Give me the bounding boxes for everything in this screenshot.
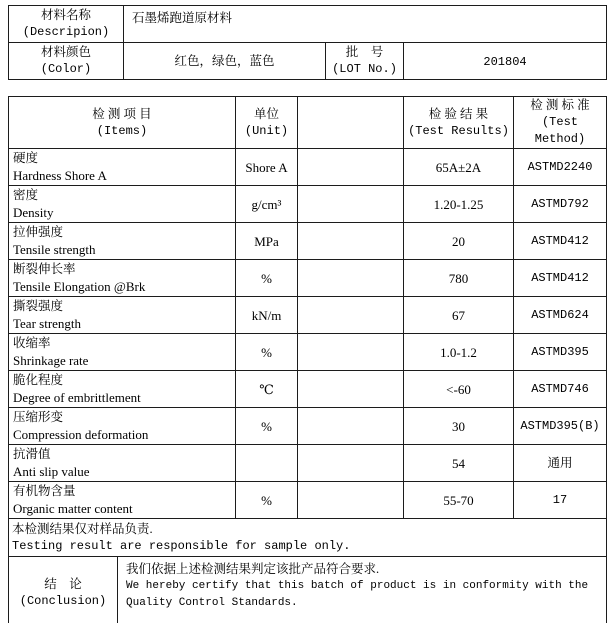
unit-cell: % bbox=[236, 260, 298, 297]
conclusion-text-zh: 我们依据上述检测结果判定该批产品符合要求. bbox=[126, 562, 380, 576]
material-name-value: 石墨烯跑道原材料 bbox=[124, 6, 607, 43]
unit-cell: % bbox=[236, 334, 298, 371]
result-cell: 20 bbox=[404, 223, 514, 260]
item-cell bbox=[9, 408, 236, 445]
test-row-density bbox=[9, 186, 607, 223]
item-name-zh: 有机物含量 bbox=[13, 484, 76, 498]
result-cell: 1.0-1.2 bbox=[404, 334, 514, 371]
method-cell: ASTMD395(B) bbox=[514, 408, 607, 445]
item-name-zh: 拉伸强度 bbox=[13, 225, 64, 239]
item-cell bbox=[9, 334, 236, 371]
conclusion-label-zh: 结 论 bbox=[44, 577, 82, 591]
item-name-zh: 压缩形变 bbox=[13, 410, 64, 424]
unit-cell: kN/m bbox=[236, 297, 298, 334]
item-name-en: Degree of embrittlement bbox=[13, 390, 141, 405]
item-cell bbox=[9, 482, 236, 519]
method-cell: ASTMD746 bbox=[514, 371, 607, 408]
test-results-header: 检 验 结 果 (Test Results) bbox=[404, 97, 514, 149]
method-cell: ASTMD2240 bbox=[514, 149, 607, 186]
test-row-tear-strength bbox=[9, 297, 607, 334]
conclusion-label bbox=[9, 557, 118, 623]
conclusion-row bbox=[9, 557, 607, 623]
item-cell bbox=[9, 371, 236, 408]
result-cell: 1.20-1.25 bbox=[404, 186, 514, 223]
unit-cell: % bbox=[236, 408, 298, 445]
test-results-table bbox=[8, 96, 607, 623]
unit-cell: ℃ bbox=[236, 371, 298, 408]
blank-cell bbox=[298, 297, 404, 334]
material-color-value: 红色，绿色，蓝色 bbox=[124, 43, 326, 80]
lot-no-label-en: (LOT No.) bbox=[332, 62, 397, 76]
result-cell: 65A±2A bbox=[404, 149, 514, 186]
item-name-zh: 撕裂强度 bbox=[13, 299, 64, 313]
item-name-zh: 抗滑值 bbox=[13, 447, 51, 461]
item-name-en: Compression deformation bbox=[13, 427, 149, 442]
blank-cell bbox=[298, 408, 404, 445]
lot-no-label bbox=[326, 43, 404, 80]
item-name-en: Tear strength bbox=[13, 316, 82, 331]
unit-cell: MPa bbox=[236, 223, 298, 260]
test-row-embrittlement bbox=[9, 371, 607, 408]
item-name-en: Anti slip value bbox=[13, 464, 90, 479]
test-row-shrinkage bbox=[9, 334, 607, 371]
method-cell: 17 bbox=[514, 482, 607, 519]
test-row-anti-slip bbox=[9, 445, 607, 482]
sample-note-cell bbox=[9, 519, 607, 557]
result-cell: 55-70 bbox=[404, 482, 514, 519]
method-cell: ASTMD792 bbox=[514, 186, 607, 223]
result-cell: 54 bbox=[404, 445, 514, 482]
method-cell: ASTMD395 bbox=[514, 334, 607, 371]
unit-cell bbox=[236, 445, 298, 482]
conclusion-label-en: (Conclusion) bbox=[19, 594, 107, 608]
material-name-label-zh: 材料名称 bbox=[40, 8, 91, 22]
material-color-row bbox=[9, 43, 607, 80]
item-name-en: Shrinkage rate bbox=[13, 353, 89, 368]
item-cell bbox=[9, 297, 236, 334]
blank-cell bbox=[298, 334, 404, 371]
blank-cell bbox=[298, 223, 404, 260]
unit-header: 单位 (Unit) bbox=[236, 97, 298, 149]
unit-cell: g/cm³ bbox=[236, 186, 298, 223]
test-row-hardness bbox=[9, 149, 607, 186]
item-name-en: Hardness Shore A bbox=[13, 168, 107, 183]
table-header-row bbox=[9, 97, 607, 149]
test-row-tensile-strength bbox=[9, 223, 607, 260]
test-row-compression bbox=[9, 408, 607, 445]
unit-cell: Shore A bbox=[236, 149, 298, 186]
item-name-zh: 脆化程度 bbox=[13, 373, 64, 387]
conclusion-text bbox=[118, 557, 606, 623]
blank-cell bbox=[298, 149, 404, 186]
item-name-en: Density bbox=[13, 205, 54, 220]
item-cell bbox=[9, 445, 236, 482]
sample-note-zh: 本检测结果仅对样品负责. bbox=[12, 521, 153, 536]
result-cell: 67 bbox=[404, 297, 514, 334]
sample-note-en: Testing result are responsible for sample only. bbox=[12, 538, 351, 553]
method-cell: ASTMD624 bbox=[514, 297, 607, 334]
item-cell bbox=[9, 149, 236, 186]
item-name-zh: 硬度 bbox=[13, 151, 39, 165]
material-color-label-en: (Color) bbox=[40, 62, 92, 76]
item-cell bbox=[9, 223, 236, 260]
method-cell: ASTMD412 bbox=[514, 260, 607, 297]
test-row-elongation bbox=[9, 260, 607, 297]
blank-header bbox=[298, 97, 404, 149]
sample-note-row bbox=[9, 519, 607, 557]
material-name-label-en: (Descripion) bbox=[22, 25, 110, 39]
result-cell: 780 bbox=[404, 260, 514, 297]
lot-no-value: 201804 bbox=[404, 43, 607, 80]
item-name-zh: 收缩率 bbox=[13, 336, 51, 350]
lot-no-label-zh: 批 号 bbox=[345, 45, 384, 59]
item-name-zh: 断裂伸长率 bbox=[13, 262, 76, 276]
conclusion-text-en: We hereby certify that this batch of product is in conformity with the Quality Control Standards. bbox=[126, 580, 589, 609]
blank-cell bbox=[298, 445, 404, 482]
item-name-zh: 密度 bbox=[13, 188, 39, 202]
material-color-label bbox=[9, 43, 124, 80]
method-cell: ASTMD412 bbox=[514, 223, 607, 260]
material-info-table bbox=[8, 5, 607, 80]
blank-cell bbox=[298, 260, 404, 297]
item-cell bbox=[9, 186, 236, 223]
test-row-organic-content bbox=[9, 482, 607, 519]
result-cell: <-60 bbox=[404, 371, 514, 408]
method-cell: 通用 bbox=[514, 445, 607, 482]
blank-cell bbox=[298, 371, 404, 408]
material-name-row bbox=[9, 6, 607, 43]
test-method-header: 检 测 标 准 (Test Method) bbox=[514, 97, 607, 149]
items-header: 检 测 项 目 (Items) bbox=[9, 97, 236, 149]
material-name-label bbox=[9, 6, 124, 43]
item-name-en: Tensile strength bbox=[13, 242, 96, 257]
result-cell: 30 bbox=[404, 408, 514, 445]
item-name-en: Tensile Elongation @Brk bbox=[13, 279, 146, 294]
material-color-label-zh: 材料颜色 bbox=[40, 45, 91, 59]
item-name-en: Organic matter content bbox=[13, 501, 133, 516]
unit-cell: % bbox=[236, 482, 298, 519]
blank-cell bbox=[298, 186, 404, 223]
item-cell bbox=[9, 260, 236, 297]
blank-cell bbox=[298, 482, 404, 519]
